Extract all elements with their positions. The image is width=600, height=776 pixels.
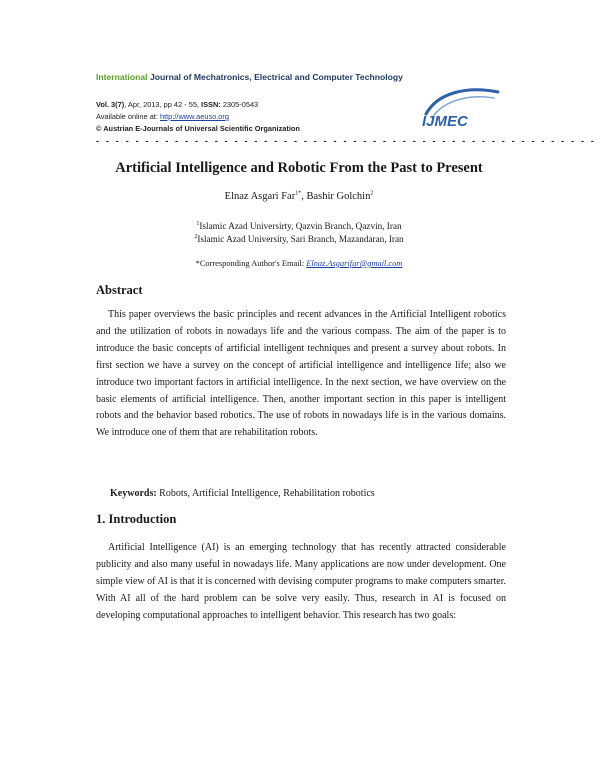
journal-name-accent: International (96, 72, 148, 82)
author-2-sup: 2 (370, 190, 374, 197)
available-label: Available online at: (96, 112, 160, 121)
affiliation-1-sup: 1 (196, 220, 200, 227)
author-line (96, 191, 502, 202)
journal-meta (96, 99, 300, 135)
author-1-sup: 1* (295, 190, 302, 197)
copyright-line (96, 123, 300, 135)
affiliation-2 (96, 233, 502, 246)
issn-label: ISSN: (201, 100, 221, 109)
affiliation-2-sup: 2 (194, 233, 198, 240)
available-line (96, 111, 300, 123)
journal-name-rest: Journal of Mechatronics, Electrical and Computer Technology (147, 72, 403, 82)
abstract-text: This paper overviews the basic principles and recent advances in the Artificial Intelligent robotics and the utilization of robots in nowadays life and the various compass. The aim of the paper is to introduce the basic concepts of artificial intelligent techniques and present a survey about robots. In first section we have a survey on the concept of artificial intelligence and intelligence life; also we introduce two important factors in artificial intelligence. In the next section, we have overview on the basic elements of artificial intelligence. Then, another important section in this paper is intelligent robots and the behavior based robotics. The use of robots in nowadays life is in the various domains. We introduce one of them that are rehabilitation robots. (96, 309, 506, 439)
corresponding-label: *Corresponding Author's Email: (195, 259, 307, 268)
volume-details: , Apr, 2013, pp 42 - 55, (124, 100, 202, 109)
paper-title: Artificial Intelligence and Robotic From the Past to Present (115, 160, 483, 176)
journal-name (96, 72, 403, 82)
copyright-text: © Austrian E-Journals of Universal Scientific Organization (96, 124, 300, 133)
journal-url-link[interactable]: http://www.aeuso.org (159, 112, 229, 121)
volume-label: Vol. 3(7) (96, 100, 125, 109)
abstract-heading: Abstract (96, 283, 143, 297)
affiliation-1-text: Islamic Azad Universirty, Qazvin Branch, Qazvin, Iran (199, 221, 402, 231)
ijmec-logo (412, 84, 504, 130)
introduction-text: Artificial Intelligence (AI) is an emerging technology that has recently attracted considerable publicity and also many useful in nowadays life. Many applications are now under development. One simple view of AI is that it is concerned with devising computer programs to make computers smarter. With AI all of the hard problem can be solve very easily. Thus, research in AI is focused on developing computational approaches to intelligent behavior. This research has two goals: (96, 542, 506, 621)
corresponding-email-link[interactable]: Elnaz.Asgarifar@gmail.com (306, 259, 403, 268)
logo-swoosh (426, 90, 498, 114)
issn-value: 2305-0543 (220, 100, 259, 109)
keywords-line (110, 488, 375, 499)
introduction-heading: 1. Introduction (96, 512, 177, 526)
header-divider: - - - - - - - - - - - - - - - - - - - - - - - - - - - - - - - - - - - - - - - - - - - - - - - - - - - (96, 136, 597, 146)
logo-text: IJMEC (422, 113, 468, 130)
author-1: Elnaz Asgari Far (224, 191, 296, 202)
author-2: , Bashir Golchin (301, 191, 371, 202)
volume-line (96, 99, 300, 111)
affiliation-1 (96, 220, 502, 233)
affiliation-2-text: Islamic Azad University, Sari Branch, Mazandaran, Iran (197, 234, 404, 244)
keywords-label: Keywords: (110, 488, 157, 499)
corresponding-author (96, 259, 502, 268)
affiliations (96, 220, 502, 246)
keywords-value: Robots, Artificial Intelligence, Rehabilitation robotics (156, 488, 375, 499)
